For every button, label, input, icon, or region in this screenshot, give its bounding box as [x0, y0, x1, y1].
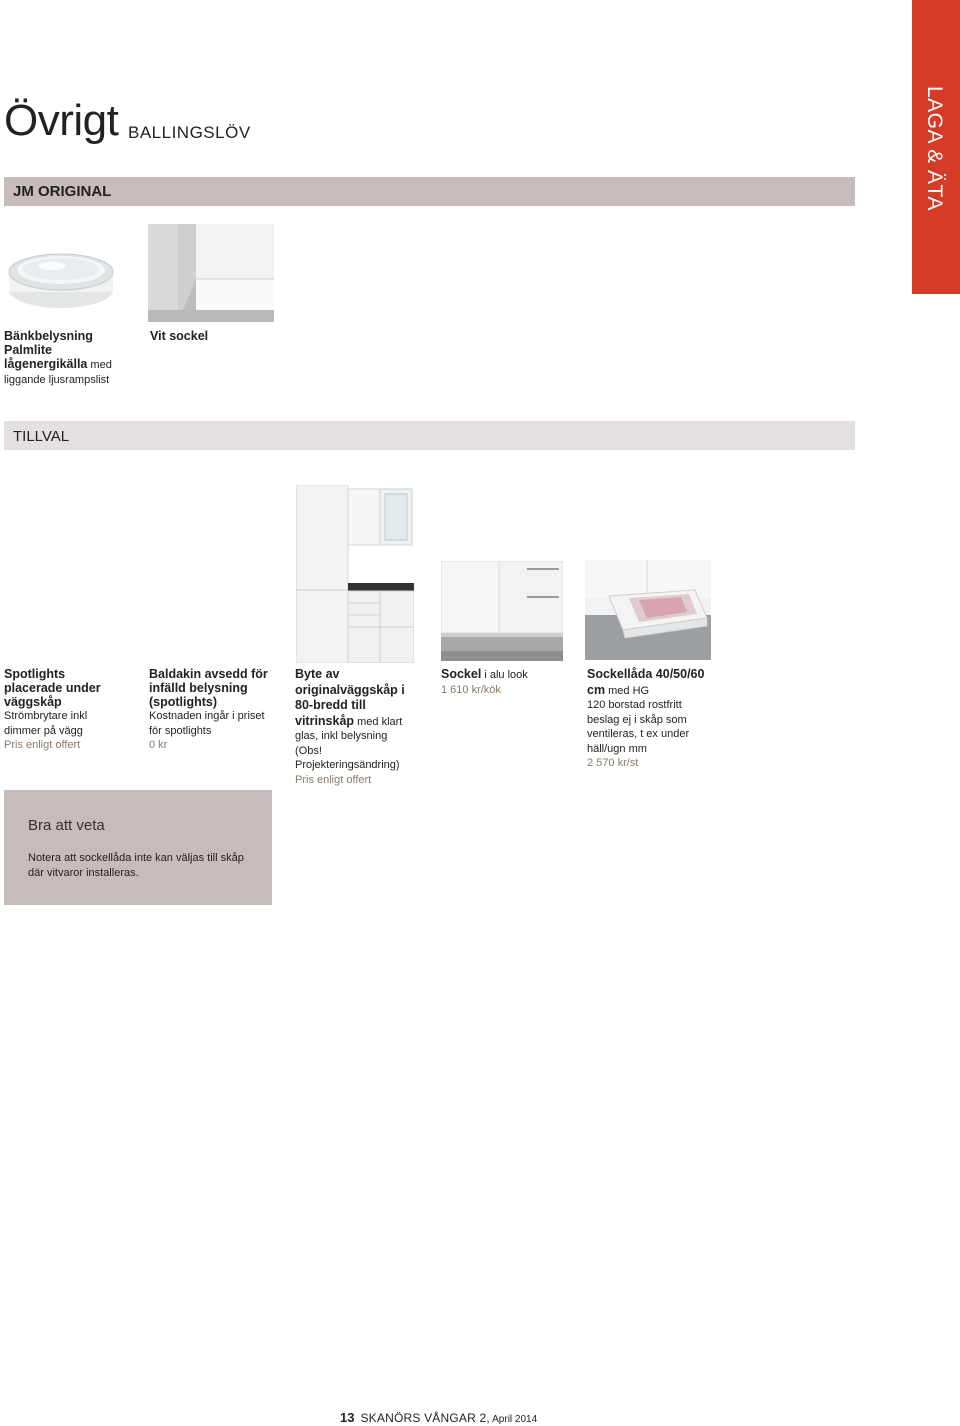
product-image-plinth-drawer — [585, 560, 711, 660]
original-item-white-plinth — [150, 329, 278, 343]
item-title: Baldakin avsedd för infälld belysning (spotlights) — [149, 667, 268, 709]
item-title: Byte av originalväggskåp i 80-bredd till vitrinskåp — [295, 667, 405, 728]
section-header-original — [4, 177, 855, 206]
side-tab-label: LAGA & ÄTA — [923, 86, 946, 211]
item-price: Pris enligt offert — [295, 773, 372, 786]
product-image-wall-cabinets — [296, 485, 414, 663]
publication-name: SKANÖRS VÅNGAR 2, — [360, 1411, 490, 1425]
page-number: 13 — [340, 1410, 355, 1425]
tillval-item-display-cabinet — [295, 667, 417, 787]
item-price: 2 570 kr/st — [587, 757, 639, 769]
publication-date: April 2014 — [489, 1414, 538, 1425]
product-image-ceiling-light — [4, 224, 118, 324]
tillval-item-alu-plinth — [441, 667, 569, 697]
item-title-line: lågenergikälla — [4, 357, 88, 371]
info-box — [4, 790, 272, 905]
item-price: 0 kr — [149, 739, 168, 751]
item-title: Sockellåda 40/50/60 cm — [587, 667, 705, 697]
item-title-suffix: med — [87, 359, 112, 371]
section-header-label: JM ORIGINAL — [13, 183, 112, 200]
item-description: glas, inkl belysning (Obs! Projekteringsändring) — [295, 730, 400, 771]
item-title: Spotlights placerade under väggskåp — [4, 667, 101, 709]
tillval-item-plinth-drawer — [587, 667, 713, 771]
info-text: Notera att sockellåda inte kan väljas till skåp där vitvaror installeras. — [28, 852, 244, 879]
item-title-line: Bänkbelysning — [4, 329, 93, 343]
info-title: Bra att veta — [28, 817, 105, 834]
item-title: Sockel — [441, 667, 482, 681]
side-tab — [912, 0, 960, 294]
item-title-suffix: med klart — [354, 715, 403, 728]
item-price: 1 610 kr/kök — [441, 683, 501, 696]
section-header-label: TILLVAL — [13, 428, 70, 445]
item-description: liggande ljusrampslist — [4, 373, 110, 386]
product-image-alu-plinth — [441, 561, 563, 661]
original-item-counter-lighting — [4, 329, 134, 387]
product-image-white-plinth — [148, 224, 274, 322]
item-description: Kostnaden ingår i priset för spotlights — [149, 710, 265, 737]
page-title: Övrigt — [4, 96, 119, 145]
item-title-line: Palmlite — [4, 343, 52, 357]
page-footer — [340, 1410, 537, 1425]
page-subtitle: BALLINGSLÖV — [128, 123, 251, 142]
item-title: Vit sockel — [150, 329, 209, 343]
tillval-item-canopy — [149, 667, 271, 753]
item-title-suffix: i alu look — [481, 669, 528, 681]
item-title-suffix: med HG — [605, 684, 650, 697]
item-description: Strömbrytare inkl dimmer på vägg — [4, 710, 88, 737]
item-description: 120 borstad rostfritt beslag ej i skåp som ventileras, t ex under häll/ugn mm — [587, 699, 690, 755]
section-header-tillval — [4, 421, 855, 450]
tillval-item-spotlights — [4, 667, 119, 753]
item-price: Pris enligt offert — [4, 739, 81, 751]
